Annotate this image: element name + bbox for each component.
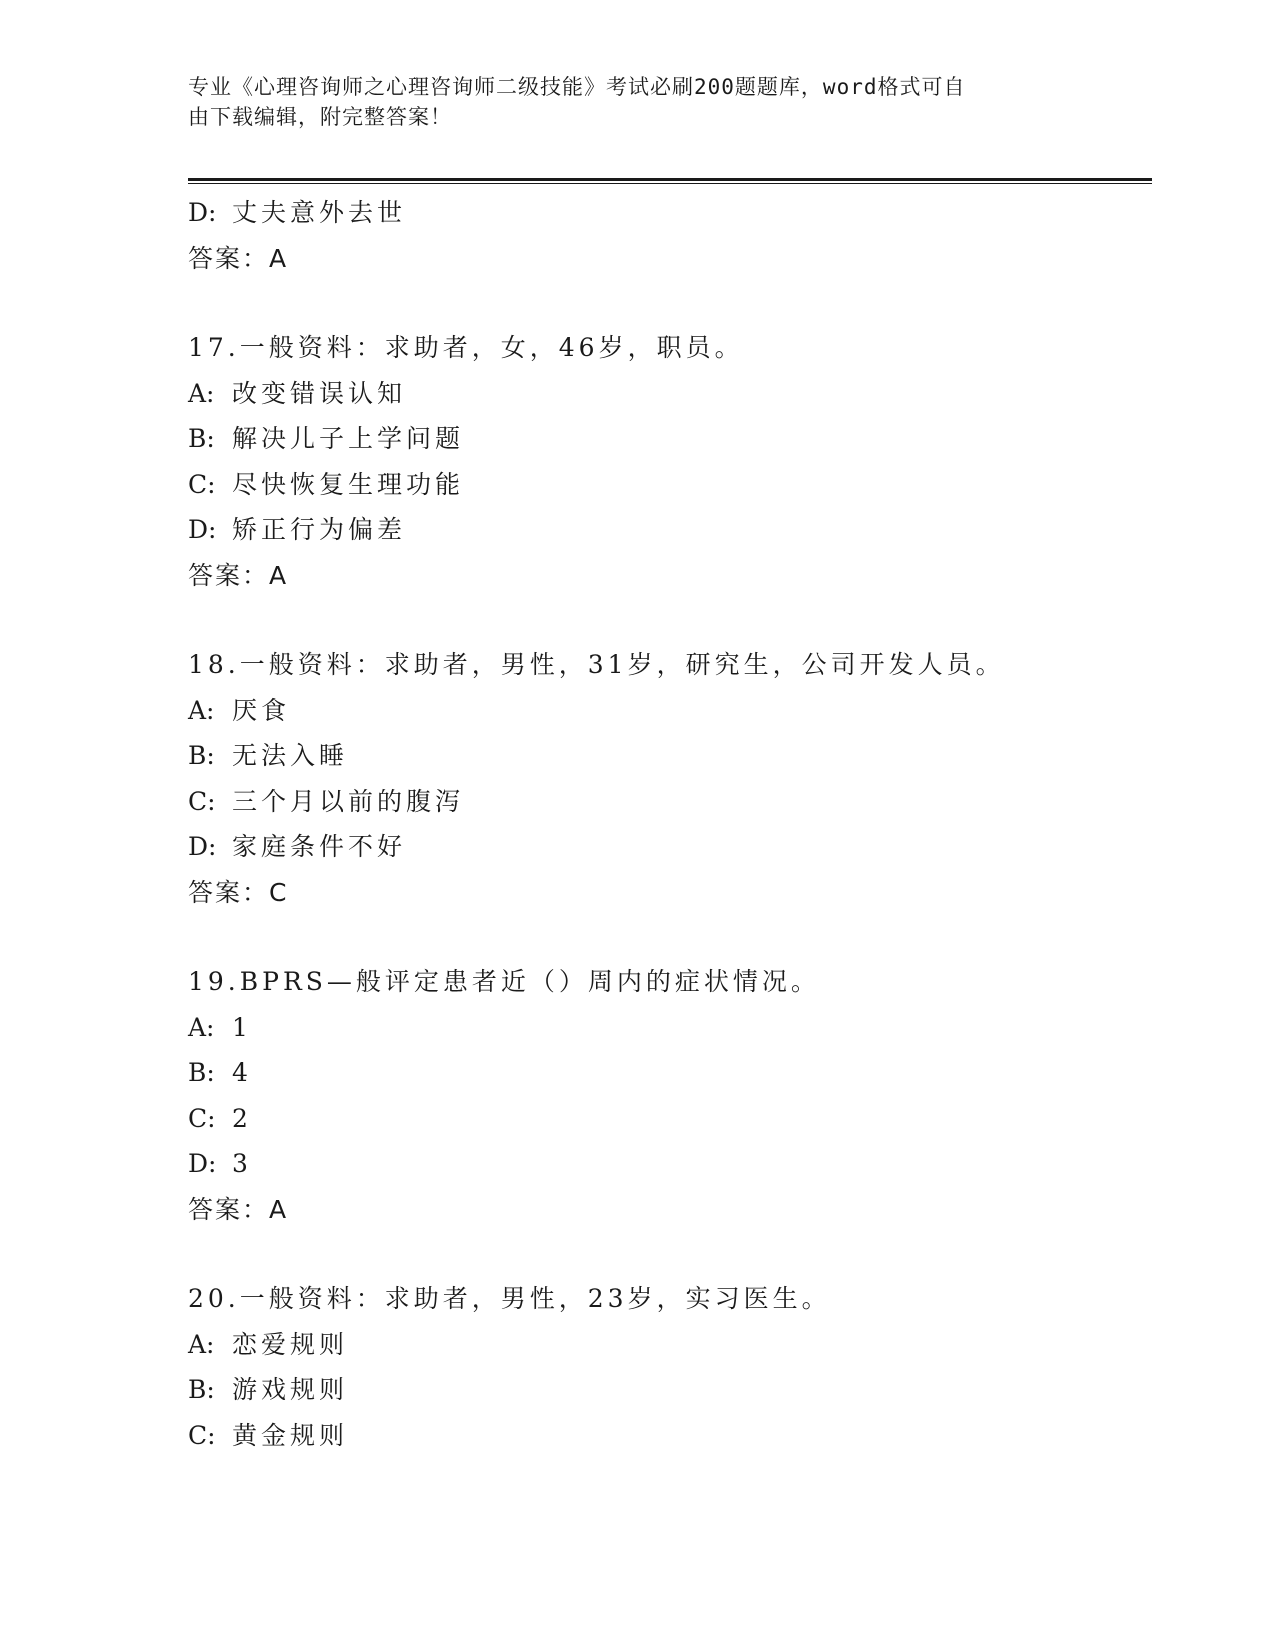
document-header [188,72,1068,132]
option-a [188,371,1148,417]
option-a [188,1005,1148,1051]
option-text: 尽快恢复生理功能 [232,469,465,499]
question-stem: 20.一般资料：求助者，男性，23岁，实习医生。 [188,1284,831,1313]
option-text: 3 [232,1149,252,1178]
option-key: B: [188,1375,215,1404]
question-fragment [188,190,1148,281]
option-b [188,1367,1148,1413]
option-key: B: [188,741,215,770]
question-19 [188,959,1148,1232]
option-c [188,462,1148,508]
option-b [188,733,1148,779]
header-line-1: 专业《心理咨询师之心理咨询师二级技能》考试必刷200题题库，word格式可自 [188,75,966,99]
answer-line: 答案：A [188,1194,289,1224]
option-key: C: [188,469,216,499]
option-text: 解决儿子上学问题 [232,424,465,453]
option-key: C: [188,1420,216,1450]
option-text: 黄金规则 [232,1420,349,1450]
option-text: 1 [232,1012,252,1042]
option-text: 矫正行为偏差 [232,515,407,544]
option-key: D: [188,1149,217,1178]
option-d [188,507,1148,553]
header-divider-thin [188,183,1152,184]
option-c [188,1413,1148,1459]
question-list [188,190,1148,1458]
option-b [188,1050,1148,1096]
option-text: 家庭条件不好 [232,832,407,861]
question-20 [188,1276,1148,1458]
option-text: 2 [232,1103,252,1133]
option-d [188,824,1148,870]
question-stem: 18.一般资料：求助者，男性，31岁，研究生，公司开发人员。 [188,650,1005,679]
question-stem: 19.BPRS—般评定患者近（）周内的症状情况。 [188,967,820,996]
option-text: 改变错误认知 [232,378,407,408]
option-key: A: [188,1329,215,1359]
option-a [188,688,1148,734]
option-key: B: [188,1058,215,1087]
option-c [188,779,1148,825]
option-key: D: [188,832,217,861]
answer-line: 答案：A [188,243,289,273]
option-key: A: [188,378,215,408]
option-b [188,416,1148,462]
option-c [188,1096,1148,1142]
question-stem: 17.一般资料：求助者，女，46岁，职员。 [188,333,744,362]
option-text: 4 [232,1058,252,1087]
option-text: 无法入睡 [232,741,349,770]
option-text: 游戏规则 [232,1375,349,1404]
option-key: D: [188,198,217,227]
header-line-2: 由下载编辑，附完整答案！ [188,105,452,129]
answer-line: 答案：C [188,877,289,907]
option-text: 恋爱规则 [232,1329,349,1359]
option-d [188,190,1148,236]
option-key: B: [188,424,215,453]
option-text: 厌食 [232,695,291,725]
question-18 [188,642,1148,915]
header-divider-thick [188,178,1152,181]
option-key: A: [188,695,215,725]
option-a [188,1322,1148,1368]
option-key: D: [188,515,217,544]
answer-line: 答案：A [188,560,289,590]
option-text: 三个月以前的腹泻 [232,786,465,816]
option-d [188,1141,1148,1187]
question-17 [188,325,1148,598]
option-key: C: [188,786,216,816]
option-key: A: [188,1012,215,1042]
option-key: C: [188,1103,216,1133]
option-text: 丈夫意外去世 [232,198,407,227]
